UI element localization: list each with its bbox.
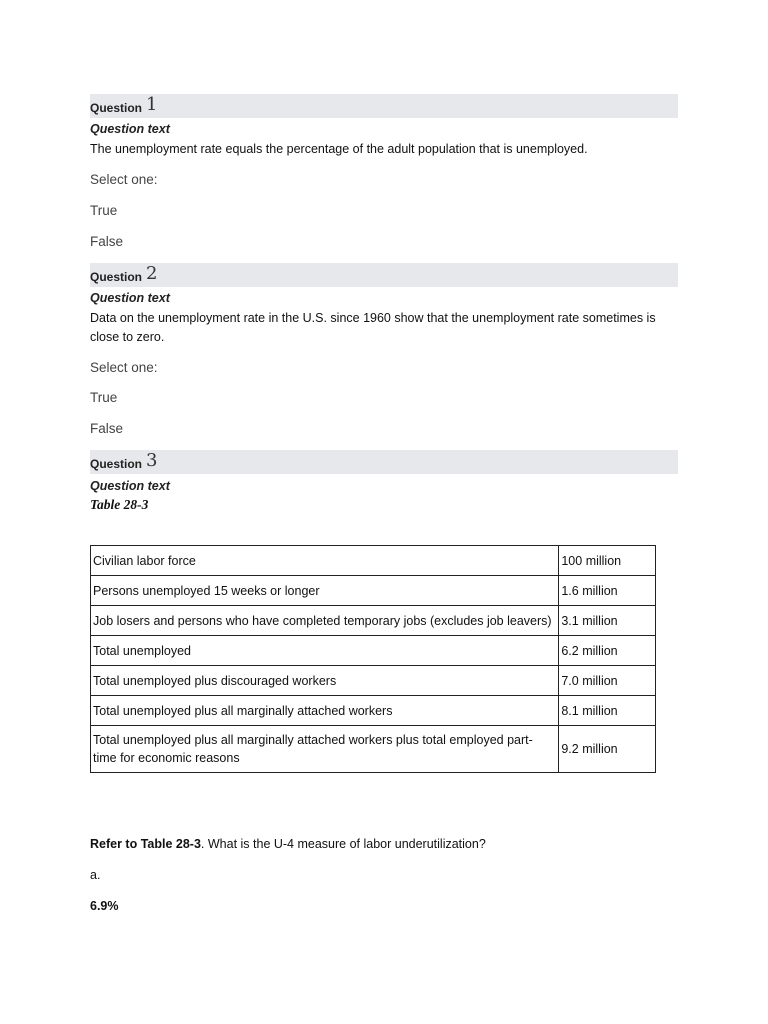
question-2-select-prompt: Select one: bbox=[90, 360, 158, 375]
question-1-word: Question bbox=[90, 101, 143, 115]
table-reference: Refer to Table 28-3 bbox=[90, 837, 201, 851]
question-2-label: Question text bbox=[90, 291, 170, 305]
table-cell-value: 3.1 million bbox=[559, 606, 656, 636]
question-2-text: Data on the unemployment rate in the U.S. since 1960 show that the unemployment rate sometimes is close to zero. bbox=[90, 311, 656, 344]
question-3-number: 3 bbox=[146, 450, 158, 471]
table-title: Table 28-3 bbox=[90, 497, 149, 512]
table-row bbox=[91, 726, 656, 773]
question-1-option-true[interactable]: True bbox=[90, 203, 118, 218]
labor-table bbox=[90, 545, 656, 773]
table-row bbox=[91, 576, 656, 606]
question-2-header bbox=[90, 263, 678, 287]
question-3-header bbox=[90, 450, 678, 474]
question-2-word: Question bbox=[90, 270, 143, 284]
table-row bbox=[91, 636, 656, 666]
question-3-label: Question text bbox=[90, 479, 170, 493]
table-cell-value: 1.6 million bbox=[559, 576, 656, 606]
table-row bbox=[91, 546, 656, 576]
table-row bbox=[91, 696, 656, 726]
answer-letter[interactable]: a. bbox=[90, 868, 101, 882]
table-cell-value: 100 million bbox=[559, 546, 656, 576]
table-cell-label: Total unemployed plus discouraged workers bbox=[91, 666, 559, 696]
question-3-prompt bbox=[90, 835, 680, 854]
question-2-number: 2 bbox=[146, 263, 158, 284]
question-3-word: Question bbox=[90, 457, 143, 471]
question-3-prompt-rest: . What is the U-4 measure of labor underutilization? bbox=[200, 837, 486, 851]
question-2-option-true[interactable]: True bbox=[90, 390, 118, 405]
table-cell-value: 8.1 million bbox=[559, 696, 656, 726]
table-cell-value: 6.2 million bbox=[559, 636, 656, 666]
question-1-option-false[interactable]: False bbox=[90, 234, 124, 249]
question-1-header bbox=[90, 94, 678, 118]
table-cell-value: 9.2 million bbox=[559, 726, 656, 773]
answer-value[interactable]: 6.9% bbox=[90, 899, 119, 913]
table-cell-value: 7.0 million bbox=[559, 666, 656, 696]
table-cell-label: Total unemployed plus all marginally attached workers plus total employed part-time for economic reasons bbox=[91, 726, 559, 773]
question-1-number: 1 bbox=[146, 94, 158, 115]
table-cell-label: Job losers and persons who have completed temporary jobs (excludes job leavers) bbox=[91, 606, 559, 636]
question-2-option-false[interactable]: False bbox=[90, 421, 124, 436]
table-row bbox=[91, 606, 656, 636]
question-1-text: The unemployment rate equals the percentage of the adult population that is unemployed. bbox=[90, 142, 588, 156]
table-cell-label: Total unemployed plus all marginally attached workers bbox=[91, 696, 559, 726]
question-1-select-prompt: Select one: bbox=[90, 172, 158, 187]
table-row bbox=[91, 666, 656, 696]
table-cell-label: Total unemployed bbox=[91, 636, 559, 666]
question-1-label: Question text bbox=[90, 122, 170, 136]
table-cell-label: Persons unemployed 15 weeks or longer bbox=[91, 576, 559, 606]
table-cell-label: Civilian labor force bbox=[91, 546, 559, 576]
